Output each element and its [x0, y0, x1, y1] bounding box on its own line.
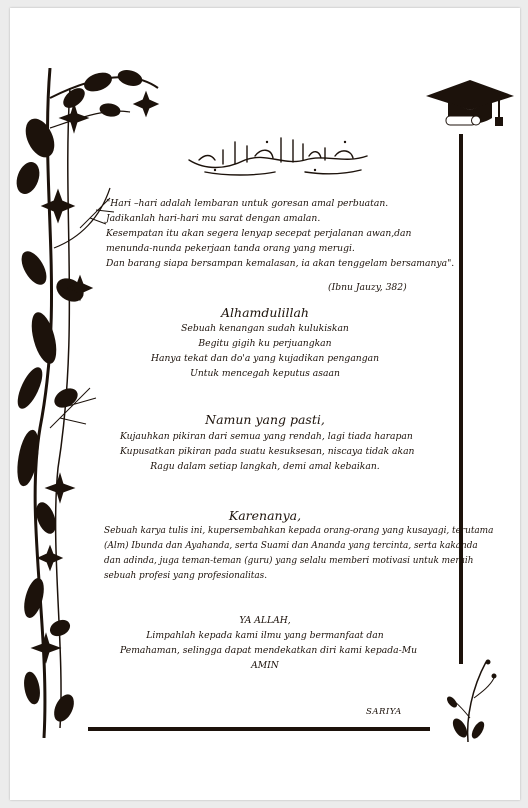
quote-line-5: Dan barang siapa bersampan kemalasan, ia akan tenggelam bersamanya". — [106, 258, 455, 269]
section2-heading: Namun yang pasti, — [205, 412, 325, 427]
section2-line-1: Kujauhkan pikiran dari semua yang rendah, lagi tiada harapan — [120, 431, 413, 442]
quote-line-4: menunda-nunda pekerjaan tanda orang yang merugi. — [106, 243, 355, 254]
section3-line-4: sebuah profesi yang profesionalitas. — [104, 571, 268, 581]
quote-line-1: "Hari –hari adalah lembaran untuk goresan amal perbuatan. — [106, 198, 389, 209]
section3-heading: Karenanya, — [228, 508, 302, 523]
vertical-bar — [459, 134, 463, 664]
section2-line-3: Ragu dalam setiap langkah, demi amal kebaikan. — [150, 461, 380, 472]
closing-line-3: AMIN — [251, 660, 279, 671]
section3-line-1: Sebuah karya tulis ini, kupersembahkan kepada orang-orang yang kusayagi, terutama — [104, 526, 494, 536]
quote-line-3: Kesempatan itu akan segera lenyap secepat perjalanan awan,dan — [106, 228, 412, 239]
section1-line-3: Hanya tekat dan do'a yang kujadikan pengangan — [150, 353, 379, 364]
closing-line-1: Limpahlah kepada kami ilmu yang bermanfaat dan — [146, 630, 384, 641]
section1-line-2: Begitu gigih ku perjuangkan — [198, 338, 332, 349]
closing-heading: YA ALLAH, — [239, 615, 291, 626]
closing-line-2: Pemahaman, selingga dapat mendekatkan diri kami kepada-Mu — [120, 645, 418, 656]
section1-heading: Alhamdulillah — [221, 305, 309, 320]
basmalah-calligraphy-icon — [185, 130, 370, 178]
quote-source: (Ibnu Jauzy, 382) — [328, 282, 407, 293]
section3-line-3: dan adinda, juga teman-teman (guru) yang selalu memberi motivasi untuk meraih — [104, 556, 474, 566]
section3-line-2: (Alm) Ibunda dan Ayahanda, serta Suami dan Ananda yang tercinta, serta kakanda — [104, 541, 478, 551]
bottom-rule — [88, 727, 430, 731]
graduation-cap-icon — [424, 74, 514, 144]
section1-line-4: Untuk mencegah keputus asaan — [190, 368, 340, 379]
section1-line-1: Sebuah kenangan sudah kulukiskan — [181, 323, 349, 334]
quote-line-2: Jadikanlah hari-hari mu sarat dengan amalan. — [106, 213, 321, 224]
diploma-scroll-icon — [446, 116, 481, 125]
signature: SARIYA — [366, 707, 402, 717]
dedication-page — [10, 8, 520, 800]
sprig-ornament-icon — [442, 658, 502, 743]
section2-line-2: Kupusatkan pikiran pada suatu kesuksesan, niscaya tidak akan — [120, 446, 415, 457]
